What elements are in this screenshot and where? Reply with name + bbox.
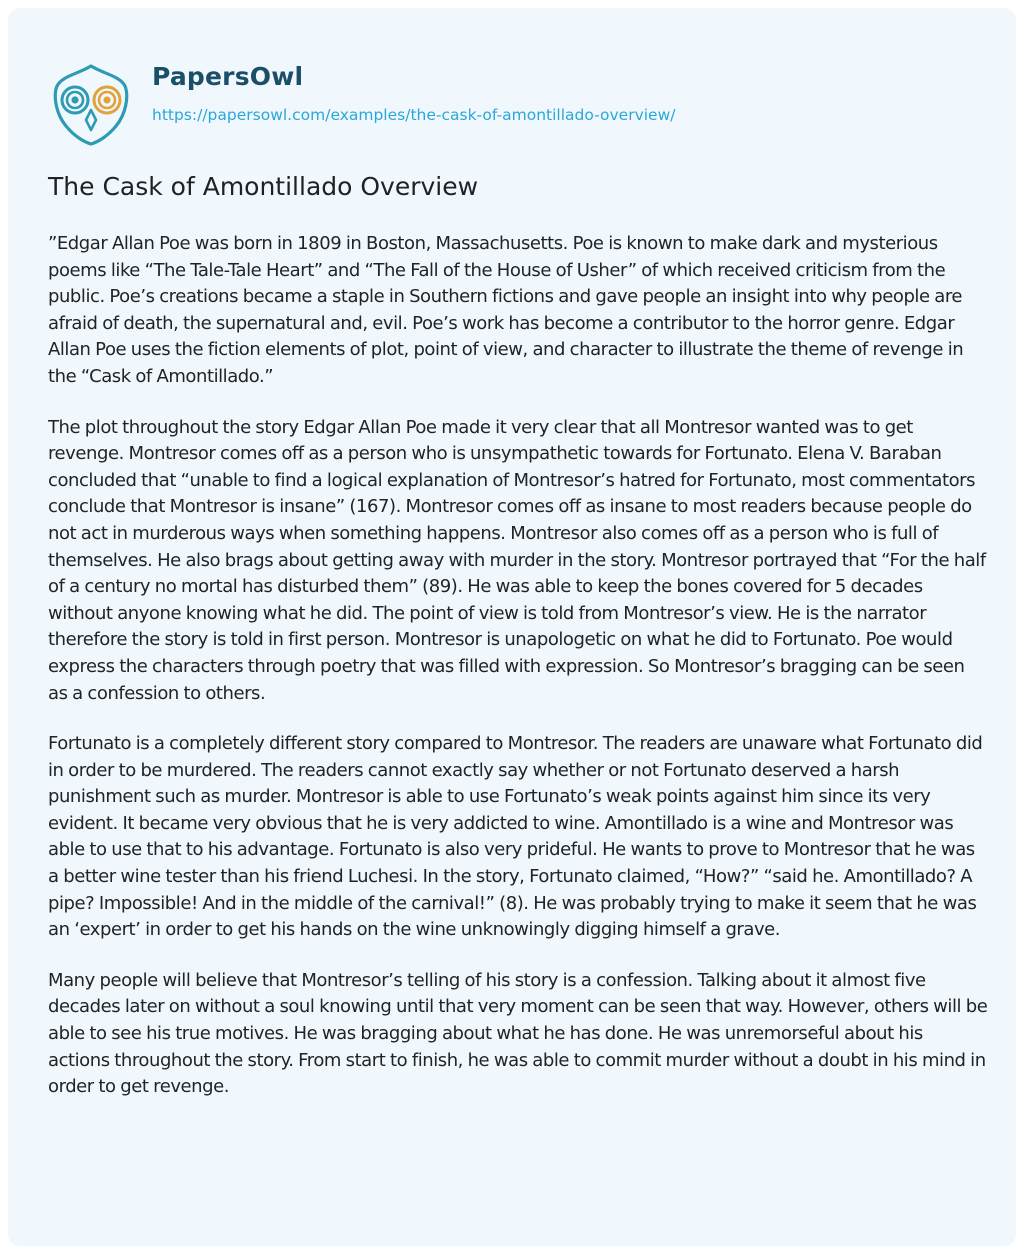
- owl-logo-icon[interactable]: [48, 60, 134, 146]
- paragraph-3: Fortunato is a completely different story compared to Montresor. The readers are unaware what Fortunato did in order to be murdered. The readers cannot exactly say whether or not Fortunato deserved a harsh punishment such as murder. Montresor is able to use Fortunato’s weak points against him since its very evident. It became very obvious that he is very addicted to wine. Amontillado is a wine and Montresor was able to use that to his advantage. Fortunato is also very prideful. He wants to prove to Montresor that he was a better wine tester than his friend Luchesi. In the story, Fortunato claimed, “How?” “said he. Amontillado? A pipe? Impossible! And in the middle of the carnival!” (8). He was probably trying to make it seem that he was an ‘expert’ in order to get his hands on the wine unknowingly digging himself a grave.: [48, 733, 983, 941]
- header: [48, 60, 948, 132]
- brand-name[interactable]: PapersOwl: [152, 62, 304, 91]
- paragraph-1: ”Edgar Allan Poe was born in 1809 in Boston, Massachusetts. Poe is known to make dark and mysterious poems like “The Tale-Tale Heart” and “The Fall of the House of Usher” of which received criticism from the public. Poe’s creations became a staple in Southern fictions and gave people an insight into why people are afraid of death, the supernatural and, evil. Poe’s work has become a contributor to the horror genre. Edgar Allan Poe uses the fiction elements of plot, point of view, and character to illustrate the theme of revenge in the “Cask of Amontillado.”: [48, 233, 964, 387]
- article-body: [48, 231, 988, 1125]
- page-title: The Cask of Amontillado Overview: [48, 172, 479, 201]
- paragraph-2: The plot throughout the story Edgar Allan Poe made it very clear that all Montresor wanted was to get revenge. Montresor comes off as a person who is unsympathetic towards for Fortunato. Elena V. Baraban concluded that “unable to find a logical explanation of Montresor’s hatred for Fortunato, most commentators conclude that Montresor is insane” (167). Montresor comes off as insane to most readers because people do not act in murderous ways when something happens. Montresor also comes off as a person who is full of themselves. He also brags about getting away with murder in the story. Montresor portrayed that “For the half of a century no mortal has disturbed them” (89). He was able to keep the bones covered for 5 decades without anyone knowing what he did. The point of view is told from Montresor’s view. He is the narrator therefore the story is told in first person. Montresor is unapologetic on what he did to Fortunato. Poe would express the characters through poetry that was filled with expression. So Montresor’s bragging can be seen as a confession to others.: [48, 416, 986, 704]
- source-url-link[interactable]: https://papersowl.com/examples/the-cask-of-amontillado-overview/: [152, 106, 676, 124]
- paragraph-4: Many people will believe that Montresor’s telling of his story is a confession. Talking about it almost five decades later on without a soul knowing until that very moment can be seen that way. However, others will be able to see his true motives. He was bragging about what he has done. He was unremorseful about his actions throughout the story. From start to finish, he was able to commit murder without a doubt in his mind in order to get revenge.: [48, 969, 988, 1098]
